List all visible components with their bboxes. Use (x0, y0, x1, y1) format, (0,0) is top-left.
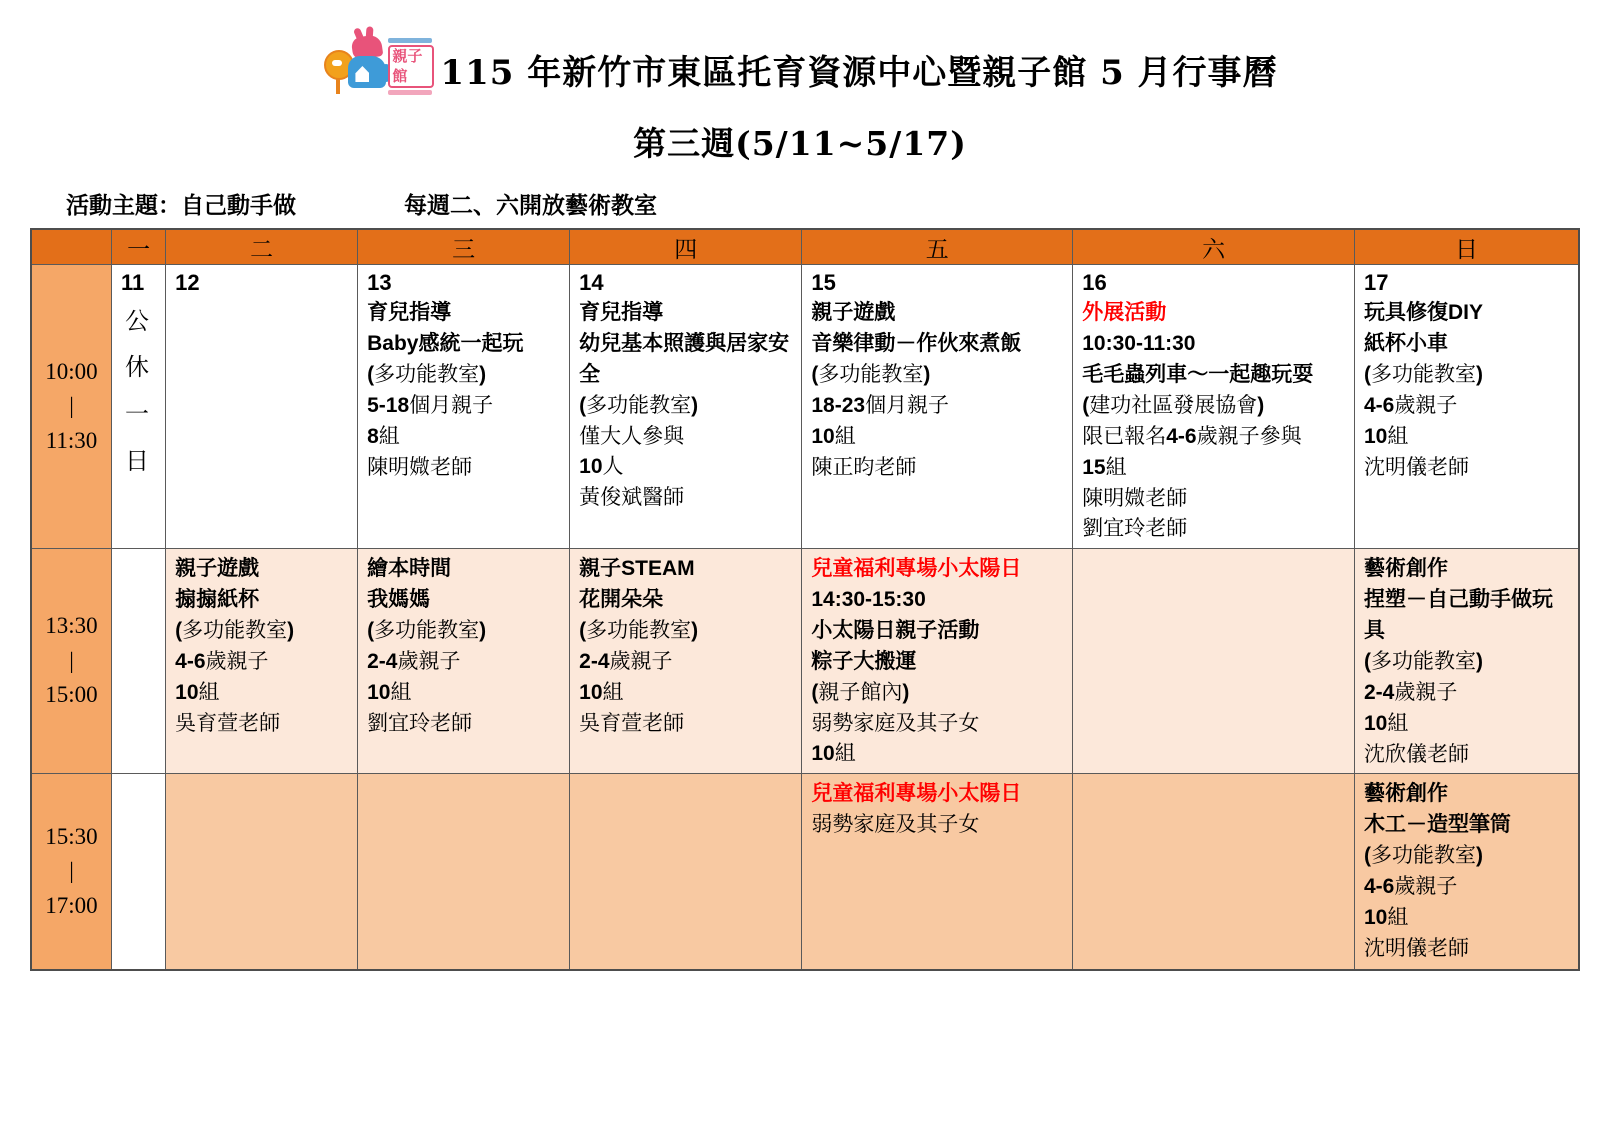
event-line: 吳育萱老師 (579, 711, 685, 736)
document-header (0, 0, 1600, 220)
event-line: 10:30-11:30 (1082, 331, 1196, 355)
event-line: 黃俊斌醫師 (579, 484, 685, 509)
event-line: 親子遊戲 (175, 557, 260, 580)
event-line: 限已報名4-6歲親子參與 (1082, 423, 1302, 448)
day-header-3: 三 (358, 229, 570, 265)
event-line: 4-6歲親子 (175, 649, 269, 674)
event-line: (多功能教室) (367, 361, 487, 386)
event-line: 沈明儀老師 (1363, 454, 1469, 479)
event-line: 親子STEAM (579, 557, 695, 580)
cell-wed-row2 (358, 549, 570, 774)
event-line: 10組 (1363, 711, 1409, 736)
cell-fri-row1 (802, 265, 1073, 549)
event-line: 木工－造型筆筒 (1363, 813, 1511, 837)
cell-thu-row3 (570, 774, 802, 970)
cell-wed-row1 (358, 265, 570, 549)
event-line: 4-6歲親子 (1363, 392, 1458, 417)
time-slot-row1: 10:00 | 11:30 (31, 265, 111, 549)
date-number: 13 (367, 270, 392, 295)
event-line: 玩具修復DIY (1363, 300, 1483, 324)
event-line: 搧搧紙杯 (175, 588, 260, 612)
event-line: (多功能教室) (579, 618, 699, 643)
event-line: 8組 (367, 423, 400, 448)
cell-tue-row2 (166, 549, 358, 774)
event-line: 育兒指導 (579, 300, 664, 324)
cell-mon-row1 (111, 265, 165, 549)
page-title: 115 年新竹市東區托育資源中心暨親子館 5 月行事曆 (440, 53, 1278, 94)
day-header-2: 二 (166, 229, 358, 265)
event-line: (多功能教室) (579, 392, 699, 417)
event-line: 劉宜玲老師 (1082, 515, 1188, 540)
event-line: 我媽媽 (367, 588, 431, 612)
event-line: (建功社區發展協會) (1082, 392, 1265, 417)
cell-tue-row3 (166, 774, 358, 970)
event-line: 沈欣儀老師 (1363, 742, 1469, 767)
event-line: 花開朵朵 (579, 588, 664, 612)
event-line: 10人 (579, 453, 624, 478)
event-line: 15組 (1082, 454, 1127, 479)
event-line: 捏塑－自己動手做玩具 (1363, 588, 1553, 643)
cell-fri-row2 (802, 549, 1073, 774)
event-line: 2-4歲親子 (1363, 680, 1458, 705)
cell-sat-row2 (1073, 549, 1355, 774)
event-line: 18-23個月親子 (811, 392, 950, 417)
event-line: 兒童福利專場小太陽日 (811, 557, 1022, 580)
date-number: 11 (120, 270, 145, 295)
event-line: Baby感統一起玩 (367, 331, 524, 355)
event-line: 沈明儀老師 (1363, 936, 1469, 961)
cell-thu-row1 (570, 265, 802, 549)
date-number: 16 (1082, 270, 1107, 295)
event-line: 藝術創作 (1363, 557, 1448, 580)
cell-sun-row1 (1354, 265, 1579, 549)
event-line: (多功能教室) (1363, 361, 1483, 386)
cell-sat-row1 (1073, 265, 1355, 549)
time-slot-row2: 13:30 | 15:00 (31, 549, 111, 774)
event-line: 兒童福利專場小太陽日 (811, 782, 1022, 806)
event-line: 10組 (811, 741, 856, 766)
time-slot-row3: 15:30 | 17:00 (31, 774, 111, 970)
center-logo (322, 34, 430, 94)
event-line: 14:30-15:30 (811, 588, 926, 612)
event-line: 10組 (1363, 423, 1409, 448)
event-line: 2-4歲親子 (579, 649, 673, 674)
event-line: (多功能教室) (1363, 843, 1483, 868)
cell-mon-row3 (111, 774, 165, 970)
week-subtitle: 第三週(5/11~5/17) (633, 124, 967, 163)
event-line: (多功能教室) (367, 618, 487, 643)
event-line: 毛毛蟲列車～一起趣玩耍 (1082, 362, 1314, 386)
holiday-vertical-text: 公 休 一 日 (124, 308, 149, 475)
event-line: (親子館內) (811, 680, 910, 705)
event-line: 10組 (811, 423, 856, 448)
cell-wed-row3 (358, 774, 570, 970)
event-line: 音樂律動－作伙來煮飯 (811, 331, 1022, 355)
event-line: 10組 (579, 680, 624, 705)
event-line: 弱勢家庭及其子女 (811, 711, 980, 736)
logo-title: 親子館 (388, 45, 434, 88)
open-classroom-note: 每週二、六開放藝術教室 (404, 192, 657, 218)
event-line: (多功能教室) (175, 618, 295, 643)
event-line: 10組 (1363, 905, 1409, 930)
day-header-4: 四 (570, 229, 802, 265)
event-line: 育兒指導 (367, 300, 452, 324)
event-line: 幼兒基本照護與居家安全 (579, 331, 790, 386)
day-header-5: 五 (802, 229, 1073, 265)
date-number: 14 (579, 270, 604, 295)
day-header-6: 六 (1073, 229, 1355, 265)
event-line: 小太陽日親子活動 (811, 619, 980, 643)
event-line: 陳明媺老師 (1082, 485, 1188, 510)
cell-thu-row2 (570, 549, 802, 774)
cell-mon-row2 (111, 549, 165, 774)
date-number: 15 (811, 270, 836, 295)
event-line: 2-4歲親子 (367, 649, 461, 674)
cell-tue-row1 (166, 265, 358, 549)
event-line: 僅大人參與 (579, 423, 685, 448)
event-line: 外展活動 (1082, 300, 1167, 324)
event-line: 陳明媺老師 (367, 454, 473, 479)
corner-header (31, 229, 111, 265)
elephant-icon (348, 56, 386, 88)
event-line: 10組 (175, 680, 220, 705)
event-line: 吳育萱老師 (175, 711, 281, 736)
cell-sun-row3 (1354, 774, 1579, 970)
cell-sat-row3 (1073, 774, 1355, 970)
activity-theme-label: 活動主題：自己動手做 (66, 192, 296, 218)
event-line: 5-18個月親子 (367, 392, 494, 417)
day-header-1: 一 (111, 229, 165, 265)
logo-small-text-bottom (388, 90, 432, 95)
event-line: 4-6歲親子 (1363, 874, 1458, 899)
event-line: (多功能教室) (811, 361, 931, 386)
event-line: 粽子大搬運 (811, 650, 917, 674)
event-line: 紙杯小車 (1363, 331, 1448, 355)
event-line: 10組 (367, 680, 412, 705)
event-line: 繪本時間 (367, 557, 452, 580)
logo-small-text-top (388, 38, 432, 43)
date-number: 12 (175, 270, 200, 295)
event-line: 弱勢家庭及其子女 (811, 812, 980, 837)
cell-fri-row3 (802, 774, 1073, 970)
cell-sun-row2 (1354, 549, 1579, 774)
schedule-table (30, 228, 1580, 971)
event-line: (多功能教室) (1363, 649, 1483, 674)
event-line: 親子遊戲 (811, 300, 896, 324)
date-number: 17 (1363, 270, 1389, 295)
event-line: 劉宜玲老師 (367, 711, 473, 736)
event-line: 藝術創作 (1363, 782, 1448, 806)
event-line: 陳正昀老師 (811, 454, 917, 479)
day-header-7: 日 (1354, 229, 1579, 265)
